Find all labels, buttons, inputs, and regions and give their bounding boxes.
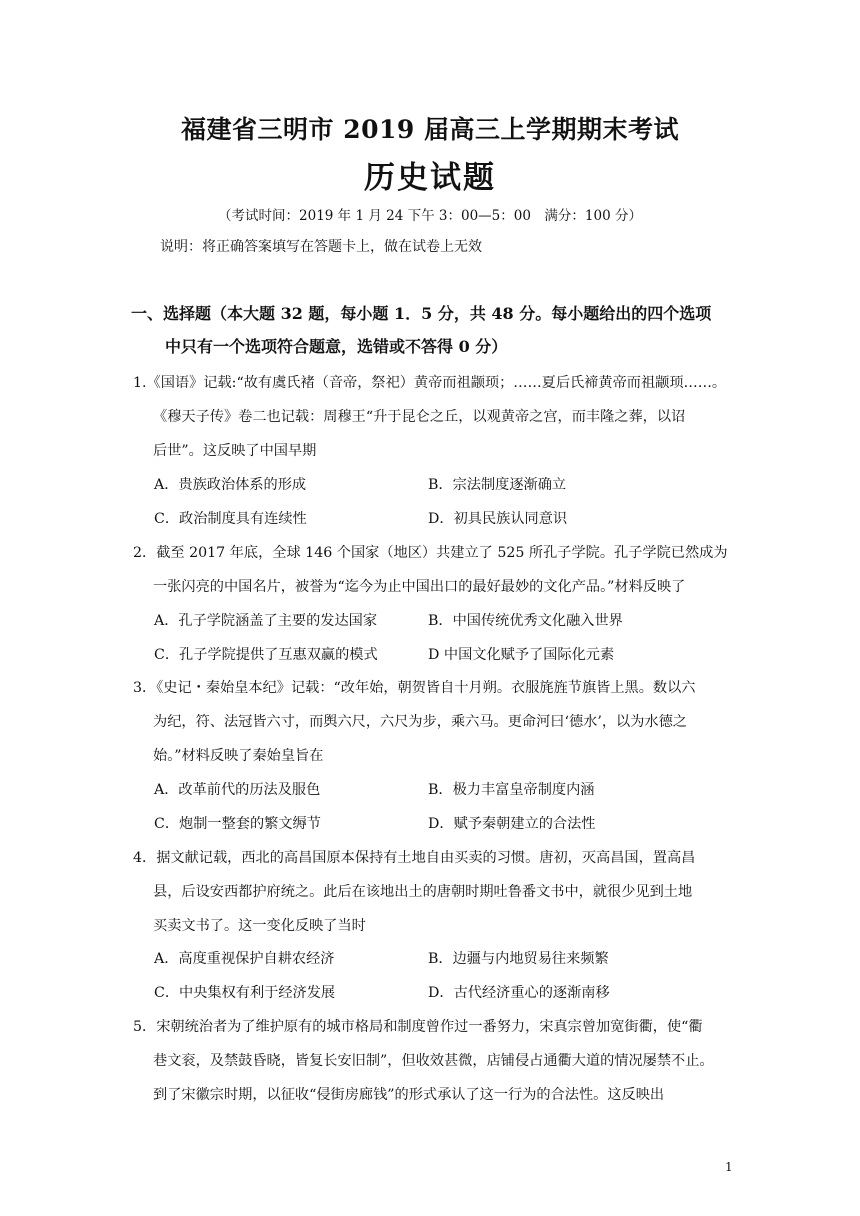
- question-text-line: 为纪，符、法冠皆六寸，而舆六尺，六尺为步，乘六马。更命河曰‘德水’，以为水德之: [153, 714, 687, 730]
- option-b: B．宗法制度逐渐确立: [428, 477, 567, 493]
- question-text-line: 5．宋朝统治者为了维护原有的城市格局和制度曾作过一番努力，宋真宗曾加宽街衢，使“衢: [133, 1019, 703, 1035]
- option-d: D．赋予秦朝建立的合法性: [428, 816, 596, 832]
- question-text-line: 到了宋徽宗时期，以征收“侵街房廊钱”的形式承认了这一行为的合法性。这反映出: [153, 1087, 665, 1103]
- question-text-line: 买卖文书了。这一变化反映了当时: [153, 918, 366, 934]
- option-a: A．改革前代的历法及服色: [154, 782, 321, 798]
- option-c: C．炮制一整套的繁文缛节: [154, 816, 321, 832]
- option-b: B．中国传统优秀文化融入世界: [428, 613, 623, 629]
- page-number: 1: [725, 1160, 733, 1174]
- option-a: A．贵族政治体系的形成: [154, 477, 307, 493]
- question-text-line: 县，后设安西都护府统之。此后在该地出土的唐朝时期吐鲁番文书中，就很少见到土地: [153, 884, 693, 900]
- question-text-line: 一张闪亮的中国名片，被誉为“迄今为止中国出口的最好最妙的文化产品。”材料反映了: [153, 579, 686, 595]
- option-c: C．孔子学院提供了互惠双赢的模式: [154, 647, 378, 663]
- option-d: D．初具民族认同意识: [428, 511, 568, 527]
- option-b: B．边疆与内地贸易往来频繁: [428, 951, 609, 967]
- option-b: B．极力丰富皇帝制度内涵: [428, 782, 595, 798]
- exam-info: （考试时间：2019 年 1 月 24 下午 3：00—5：00 满分：100 分）: [218, 208, 642, 224]
- section-heading-line1: 一、选择题（本大题 32 题，每小题 1．5 分，共 48 分。每小题给出的四个选项: [131, 304, 712, 323]
- question-text-line: 始。”材料反映了秦始皇旨在: [153, 748, 324, 764]
- question-text-line: 巷文衮，及禁鼓昏晓，皆复长安旧制”，但收效甚微，店铺侵占通衢大道的情况屡禁不止。: [153, 1053, 714, 1069]
- section-heading-line2: 中只有一个选项符合题意，选错或不答得 0 分）: [165, 337, 508, 356]
- instruction-note: 说明：将正确答案填写在答题卡上，做在试卷上无效: [160, 239, 482, 255]
- option-c: C．政治制度具有连续性: [154, 511, 307, 527]
- option-c: C．中央集权有利于经济发展: [154, 985, 336, 1001]
- question-text-line: 4．据文献记载，西北的高昌国原本保持有土地自由买卖的习惯。唐初，灭高昌国，置高昌: [133, 850, 696, 866]
- question-text-line: 《穆天子传》卷二也记载：周穆王“升于昆仑之丘，以观黄帝之宫，而丰隆之葬，以诏: [153, 409, 686, 425]
- option-a: A．孔子学院涵盖了主要的发达国家: [154, 613, 378, 629]
- subject-title: 历史试题: [364, 160, 496, 196]
- option-a: A．高度重视保护自耕农经济: [154, 951, 335, 967]
- exam-title: 福建省三明市 2019 届高三上学期期末考试: [181, 115, 679, 144]
- question-text-line: 3．《史记・秦始皇本纪》记载：“改年始，朝贺皆自十月朔。衣服旄旌节旗皆上黑。数以六: [133, 680, 696, 696]
- question-text-line: 后世”。这反映了中国早期: [153, 443, 317, 459]
- option-d: D．古代经济重心的逐渐南移: [428, 985, 610, 1001]
- question-text-line: 1.《国语》记载:“故有虞氏褚（音帝，祭祀）黄帝而祖颛顼；……夏后氏褅黄帝而祖颛顼……。: [133, 375, 727, 391]
- option-d: D 中国文化赋予了国际化元素: [428, 647, 615, 663]
- question-text-line: 2．截至 2017 年底，全球 146 个国家（地区）共建立了 525 所孔子学院。孔子学院已然成为: [133, 545, 728, 561]
